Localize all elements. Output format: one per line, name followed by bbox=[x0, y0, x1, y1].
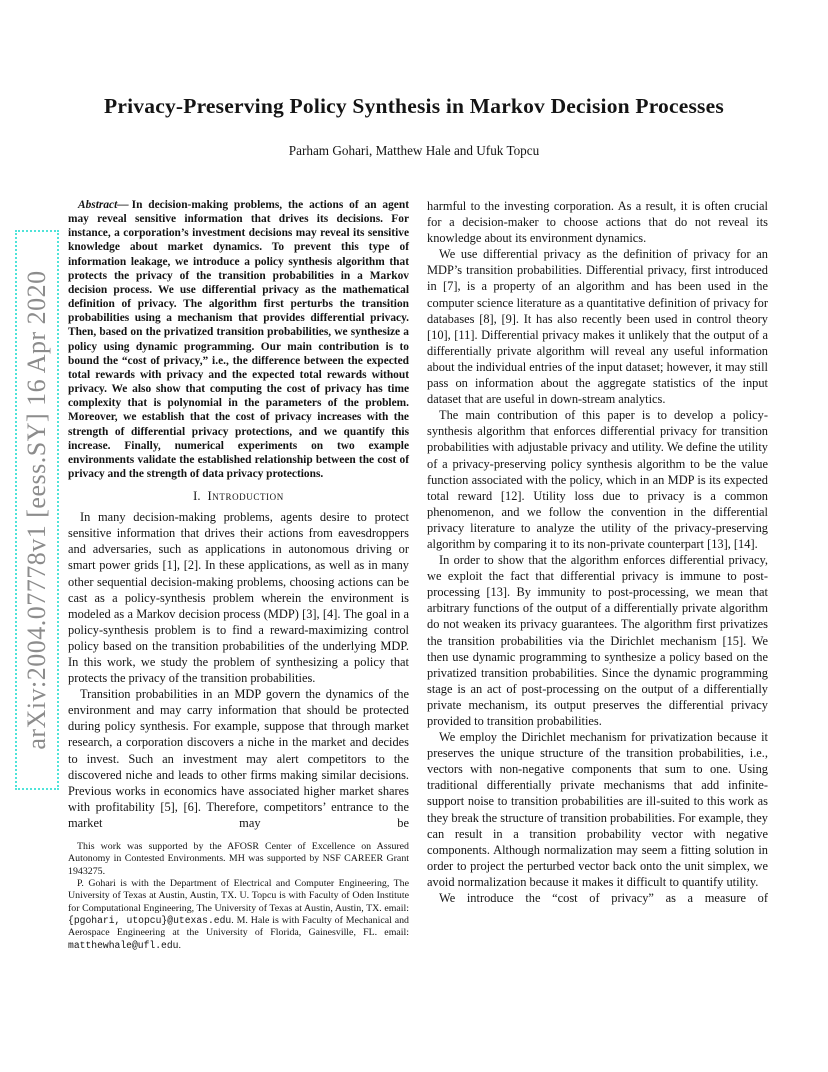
body-paragraph: We employ the Dirichlet mechanism for privatization because it preserves the unique structure of the transition probabilities, i.e., vectors with non-negative components that sum to one. Using traditional differentially private mechanisms that add infinite-support noise to transition probabilities are ill-suited to this work as they break the structure of transition probabilities. For example, they can result in a transition probability vector with negative components. Although normalization may seem a fitting solution in order to project the perturbed vector back onto the unit simplex, we avoid normalization because it makes it difficult to quantify utility. bbox=[427, 730, 768, 889]
body-paragraph: We use differential privacy as the definition of privacy for an MDP’s transition probabilities. Differential privacy, first introduced in [7], is a property of an algorithm and has been used in the computer science literature as a quantitative definition of privacy for databases [8], [9]. It has also recently been used in control theory [10], [11]. Differential privacy makes it unlikely that the output of a differentially private algorithm will reveal any useful information about the individual entries of the input dataset; however, it may still pass on information about the aggregate statistics of the input dataset that are useful in down-stream analytics. bbox=[427, 247, 768, 407]
footnote-affil-text-2: . M. Hale is with Faculty of Mechanical and Aerospace Engineering at the University of Florida, Gainesville, FL. email: bbox=[68, 915, 409, 939]
abstract bbox=[68, 198, 409, 481]
body-paragraph: The main contribution of this paper is to develop a policy-synthesis algorithm that enforces differential privacy for transition probabilities with adjustable privacy and utility. We define the utility of a privacy-preserving policy synthesis algorithm to be the value function associated with the policy, which in an MDP is its expected total reward [12]. Utility loss due to privacy is a common phenomenon, and we follow the convention in the differential privacy literature to analyze the utility of the privacy-preserving algorithm by comparing it to its non-private counterpart [13], [14]. bbox=[427, 408, 768, 551]
body-paragraph: In order to show that the algorithm enforces differential privacy, we exploit the fact that differential privacy is immune to post-processing [13]. By immunity to post-processing, we mean that arbitrary functions of the output of a differentially private algorithm do not weaken its privacy guarantees. The algorithm first privatizes the transition probabilities via the Dirichlet mechanism [15]. We then use dynamic programming to synthesize a policy based on the privatized transition probabilities. Since the dynamic programming stage is an act of post-processing on the output of a differentially private mechanism, its output preserves the differential privacy provided to transition probabilities. bbox=[427, 553, 768, 728]
arxiv-stamp-text: arXiv:2004.07778v1 [eess.SY] 16 Apr 2020 bbox=[22, 270, 51, 750]
footnote-affiliations bbox=[68, 878, 409, 952]
abstract-label: Abstract— bbox=[78, 199, 129, 211]
body-paragraph-cutoff: We introduce the “cost of privacy” as a measure of bbox=[439, 891, 768, 906]
footnote-affil-text-3: . bbox=[178, 939, 181, 951]
footnote-email-1: {pgohari, utopcu}@utexas.edu bbox=[68, 915, 232, 927]
left-column bbox=[68, 198, 409, 952]
intro-paragraph-2: Transition probabilities in an MDP govern the dynamics of the environment and may carry information that should be protected during policy synthesis. For example, suppose that through market research, a corporation discovers a niche in the market and decides to invest. Such an investment may alert competitors to the discovered niche and leads to other firms making similar decisions. Previous works in economics have associated higher market shares with profitability [5], [6]. Therefore, competitors’ entrance to the market may be bbox=[68, 687, 409, 830]
footnote-funding: This work was supported by the AFOSR Center of Excellence on Assured Autonomy in Contested Environments. MH was supported by NSF CAREER Grant 1943275. bbox=[68, 841, 409, 877]
intro-paragraph-1: In many decision-making problems, agents desire to protect sensitive information that drives their actions from eavesdroppers and adversaries, such as applications in autonomous driving or smart power grids [1], [2]. In these applications, as well as in many other sequential decision-making problems, choosing actions can be cast as a policy-synthesis problem wherein the environment is modeled as a Markov decision process (MDP) [3], [4]. The goal in a policy-synthesis problem is to find a reward-maximizing control policy based on the transition probabilities of the underlying MDP. In this work, we study the problem of synthesizing a policy that protects the privacy of the transition probabilities. bbox=[68, 510, 409, 686]
footnote-email-2: matthewhale@ufl.edu bbox=[68, 939, 179, 951]
section-title: Introduction bbox=[207, 489, 284, 504]
section-heading-introduction bbox=[68, 489, 409, 504]
paper-header bbox=[0, 94, 828, 159]
paper-title: Privacy-Preserving Policy Synthesis in Markov Decision Processes bbox=[104, 94, 724, 118]
paper-authors: Parham Gohari, Matthew Hale and Ufuk Topcu bbox=[288, 143, 540, 158]
two-column-body bbox=[68, 198, 768, 952]
right-column bbox=[427, 198, 768, 952]
body-paragraph-continuation: harmful to the investing corporation. As a result, it is often crucial for a decision-maker to choose actions that do not reveal its knowledge about its environment dynamics. bbox=[427, 199, 768, 246]
abstract-text: In decision-making problems, the actions of an agent may reveal sensitive information that drives its decisions. For instance, a corporation’s investment decisions may reveal its sensitive knowledge about market dynamics. To prevent this type of information leakage, we introduce a policy synthesis algorithm that protects the privacy of the transition probabilities in a Markov decision process. We use differential privacy as the mathematical definition of privacy. The algorithm first perturbs the transition probabilities using a mechanism that provides differential privacy. Then, based on the privatized transition probabilities, we synthesize a policy using dynamic programming. Our main contribution is to bound the “cost of privacy,” i.e., the difference between the expected total rewards with privacy and the expected total rewards without privacy. We also show that computing the cost of privacy has time complexity that is polynomial in the parameters of the problem. Moreover, we establish that the cost of privacy increases with the strength of differential privacy protections, and we quantify this increase. Finally, numerical experiments on two example environments validate the established relationship between the cost of privacy and the strength of data privacy protections. bbox=[68, 199, 409, 480]
section-number: I. bbox=[193, 489, 201, 504]
footnote-affil-text-1: P. Gohari is with the Department of Electrical and Computer Engineering, The University of Texas at Austin, Austin, TX. U. Topcu is with Faculty of Oden Institute for Computational Engineering, The University of Texas at Austin, Austin, TX. email: bbox=[68, 878, 409, 914]
arxiv-stamp bbox=[15, 230, 59, 790]
footnote-block bbox=[68, 841, 409, 952]
